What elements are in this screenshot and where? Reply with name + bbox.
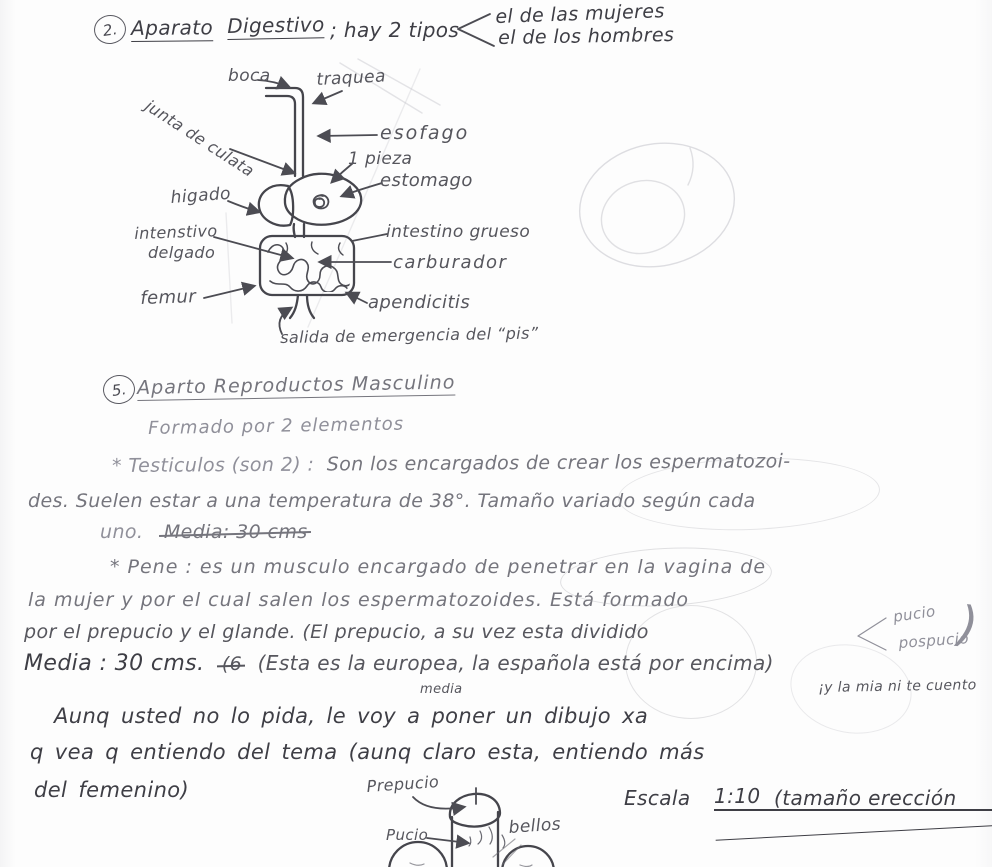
- label-traquea: traquea: [316, 66, 387, 90]
- pencil-oval-prepucio: [625, 605, 757, 719]
- media-line-struck: (6: [221, 653, 243, 675]
- pene-line-1: * Pene : es un musculo encargado de penetrar en la vagina de: [110, 556, 767, 578]
- branch-mujeres: el de las mujeres: [495, 0, 666, 28]
- media-line-rest: (Esta es la europea, la española está por encima): [257, 651, 774, 675]
- aside-y-la-mia: ¡y la mia ni te cuento: [818, 677, 977, 696]
- testiculos-line-2: des. Suelen estar a una temperatura de 38°. Tamaño variado según cada: [28, 490, 756, 512]
- escala-label: Escala: [624, 786, 691, 810]
- section-2-title-digestivo: Digestivo: [227, 12, 325, 38]
- label-higado: higado: [170, 183, 232, 208]
- label-prepucio: Prepucio: [366, 771, 440, 796]
- bracket-pospucio: pospucio: [898, 629, 970, 652]
- testiculos-line-1-body: Son los encargados de crear los espermatozoi-: [326, 450, 791, 476]
- section-2-number: 2.: [92, 13, 128, 46]
- label-esofago: esofago: [380, 122, 470, 144]
- label-pieza: 1 pieza: [348, 149, 413, 169]
- digestive-diagram: [90, 55, 770, 370]
- closing-line-3: del femenino): [34, 778, 190, 802]
- label-pucio: Pucio: [386, 826, 429, 844]
- label-intestino-grueso: intestino grueso: [386, 222, 531, 242]
- section-2-subtitle: ; hay 2 tipos: [330, 18, 460, 42]
- media-30-struck: Media: 30 cms: [163, 521, 308, 543]
- label-salida-emergencia: salida de emergencia del “pis”: [280, 323, 539, 347]
- media-insert-word: media: [420, 682, 463, 697]
- section-2-title-aparato: Aparato: [131, 15, 214, 40]
- types-brace: [452, 8, 496, 50]
- label-apendicitis: apendicitis: [368, 292, 471, 313]
- label-boca: boca: [228, 66, 271, 86]
- section-5-number: 5.: [101, 373, 137, 406]
- media-line-pre: Media : 30 cms.: [24, 651, 205, 676]
- pene-line-3: por el prepucio y el glande. (El prepucio, a su vez esta dividido: [24, 621, 649, 643]
- testiculos-line-3-uno: uno.: [100, 521, 144, 543]
- label-femur: femur: [140, 286, 197, 309]
- branch-hombres: el de los hombres: [498, 23, 675, 49]
- label-intestino-delgado-1: intenstivo: [134, 221, 218, 243]
- bracket-close-paren: ): [956, 596, 982, 654]
- testiculos-line-3: [100, 521, 308, 543]
- label-estomago: estomago: [380, 170, 473, 191]
- bracket-pucio: pucio: [892, 602, 937, 626]
- closing-line-2: q vea q entiendo del tema (aunq claro esta, entiendo más: [30, 740, 705, 764]
- label-carburador: carburador: [393, 252, 508, 273]
- escala-value: 1:10: [714, 784, 992, 811]
- label-intestino-delgado-2: delgado: [148, 243, 216, 262]
- testiculos-line-1-head: * Testiculos (son 2) :: [112, 453, 315, 477]
- label-junta-de-culata: junta de culata: [141, 96, 258, 181]
- closing-line-1: Aunq usted no lo pida, le voy a poner un dibujo xa: [54, 704, 649, 728]
- formado-line: Formado por 2 elementos: [148, 413, 405, 439]
- section-5-title: Aparto Reproductos Masculino: [137, 371, 456, 399]
- pencil-oval-musculo: [559, 542, 774, 611]
- escala-note: (tamaño erección: [774, 786, 957, 810]
- label-bellos: bellos: [508, 814, 562, 838]
- pene-line-2: la mujer y por el cual salen los espermatozoides. Está formado: [28, 589, 690, 611]
